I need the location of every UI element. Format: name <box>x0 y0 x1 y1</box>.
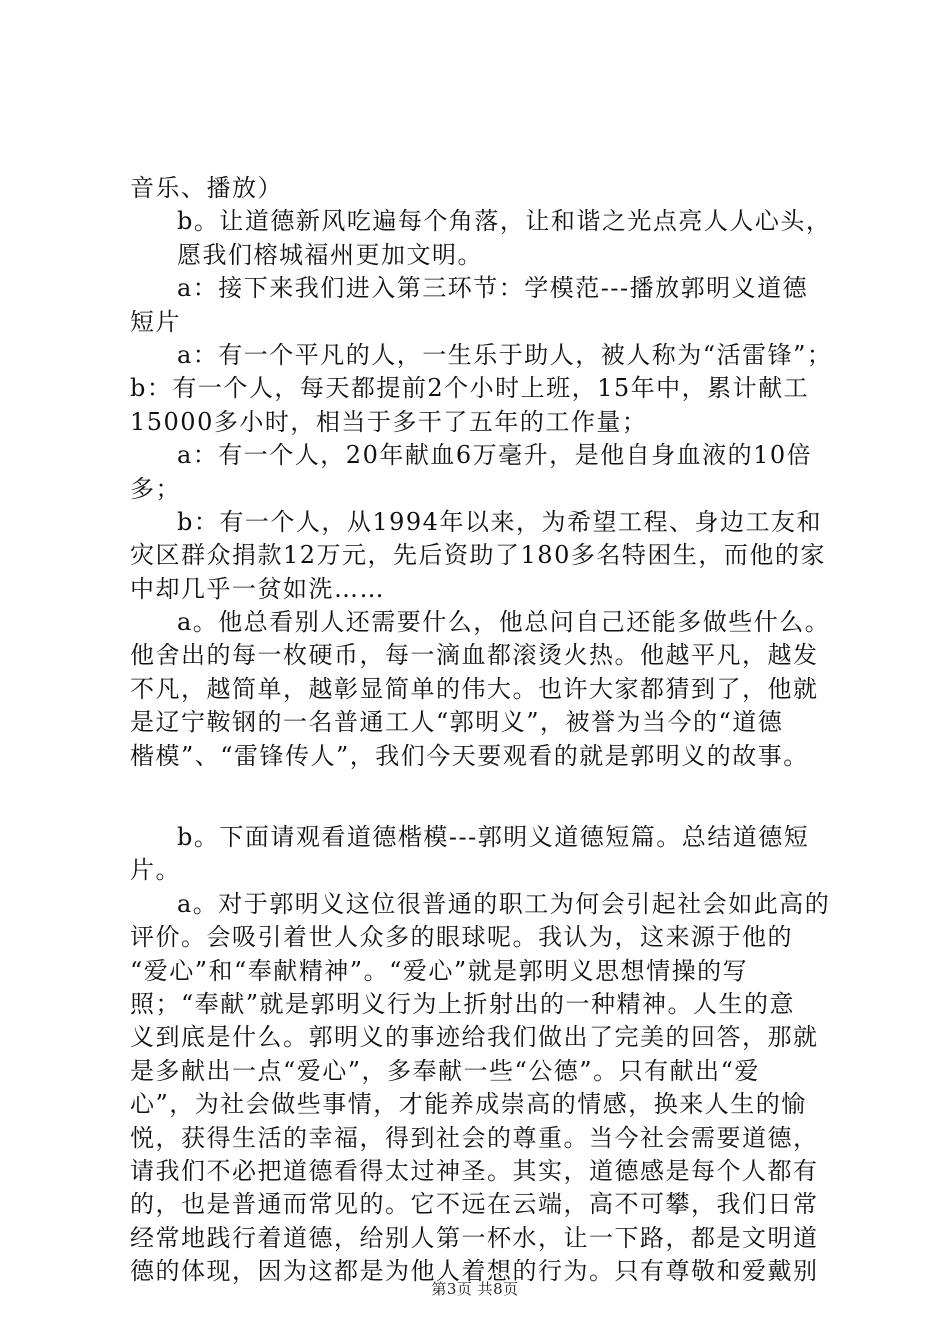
text-line: 义到底是什么。郭明义的事迹给我们做出了完美的回答，那就 <box>130 1023 819 1052</box>
text-line: 多； <box>130 474 181 503</box>
text-line: 中却几乎一贫如洗…… <box>130 574 385 603</box>
text-line: a。他总看别人还需要什么，他总问自己还能多做些什么。 <box>177 608 831 637</box>
text-line: b。让道德新风吃遍每个角落，让和谐之光点亮人人心头， <box>177 207 832 236</box>
text-line: 经常地践行着道德，给别人第一杯水，让一下路，都是文明道 <box>130 1223 819 1252</box>
text-line: b。下面请观看道德楷模---郭明义道德短篇。总结道德短 <box>177 823 810 852</box>
text-line: a。对于郭明义这位很普通的职工为何会引起社会如此高的 <box>177 889 831 918</box>
text-line: 灾区群众捐款12万元，先后资助了180多名特困生，而他的家 <box>130 541 826 570</box>
text-line: 愿我们榕城福州更加文明。 <box>177 240 483 269</box>
text-line: 请我们不必把道德看得太过神圣。其实，道德感是每个人都有 <box>130 1156 819 1185</box>
text-line: 15000多小时，相当于多干了五年的工作量； <box>130 407 648 436</box>
text-line: 楷模”、“雷锋传人”，我们今天要观看的就是郭明义的故事。 <box>130 741 809 770</box>
paragraph-gap <box>130 773 830 821</box>
text-line: “爱心”和“奉献精神”。“爱心”就是郭明义思想情操的写 <box>130 956 749 985</box>
text-line: b：有一个人，从1994年以来，为希望工程、身边工友和 <box>177 507 822 536</box>
document-body <box>130 172 833 1289</box>
text-line: 照；“奉献”就是郭明义行为上折射出的一种精神。人生的意 <box>130 989 796 1018</box>
text-line: 片。 <box>130 856 181 885</box>
text-line: 不凡，越简单，越彰显简单的伟大。也许大家都猜到了，他就 <box>130 674 819 703</box>
text-line: a：有一个人，20年献血6万毫升，是他自身血液的10倍 <box>177 441 813 470</box>
text-line: 是辽宁鞍钢的一名普通工人“郭明义”，被誉为当今的“道德 <box>130 708 784 737</box>
text-line: 评价。会吸引着世人众多的眼球呢。我认为，这来源于他的 <box>130 923 793 952</box>
text-line: b：有一个人，每天都提前2个小时上班，15年中，累计献工 <box>130 374 810 403</box>
text-line: a：有一个平凡的人，一生乐于助人，被人称为“活雷锋”； <box>177 340 833 369</box>
text-line: 德的体现，因为这都是为他人着想的行为。只有尊敬和爱戴别 <box>130 1257 819 1286</box>
text-line: 悦，获得生活的幸福，得到社会的尊重。当今社会需要道德， <box>130 1123 819 1152</box>
text-line: 心”，为社会做些事情，才能养成崇高的情感，换来人生的愉 <box>130 1090 807 1119</box>
text-line: 的，也是普通而常见的。它不远在云端，高不可攀，我们日常 <box>130 1190 819 1219</box>
text-line: 是多献出一点“爱心”，多奉献一些“公德”。只有献出“爱 <box>130 1056 760 1085</box>
text-line: 音乐、播放） <box>130 174 283 202</box>
page-footer: 第3页 共8页 <box>431 1280 519 1298</box>
text-line: a：接下来我们进入第三环节：学模范---播放郭明义道德 <box>177 274 809 303</box>
text-line: 他舍出的每一枚硬币，每一滴血都滚烫火热。他越平凡，越发 <box>130 641 819 670</box>
text-line: 短片 <box>130 307 181 336</box>
